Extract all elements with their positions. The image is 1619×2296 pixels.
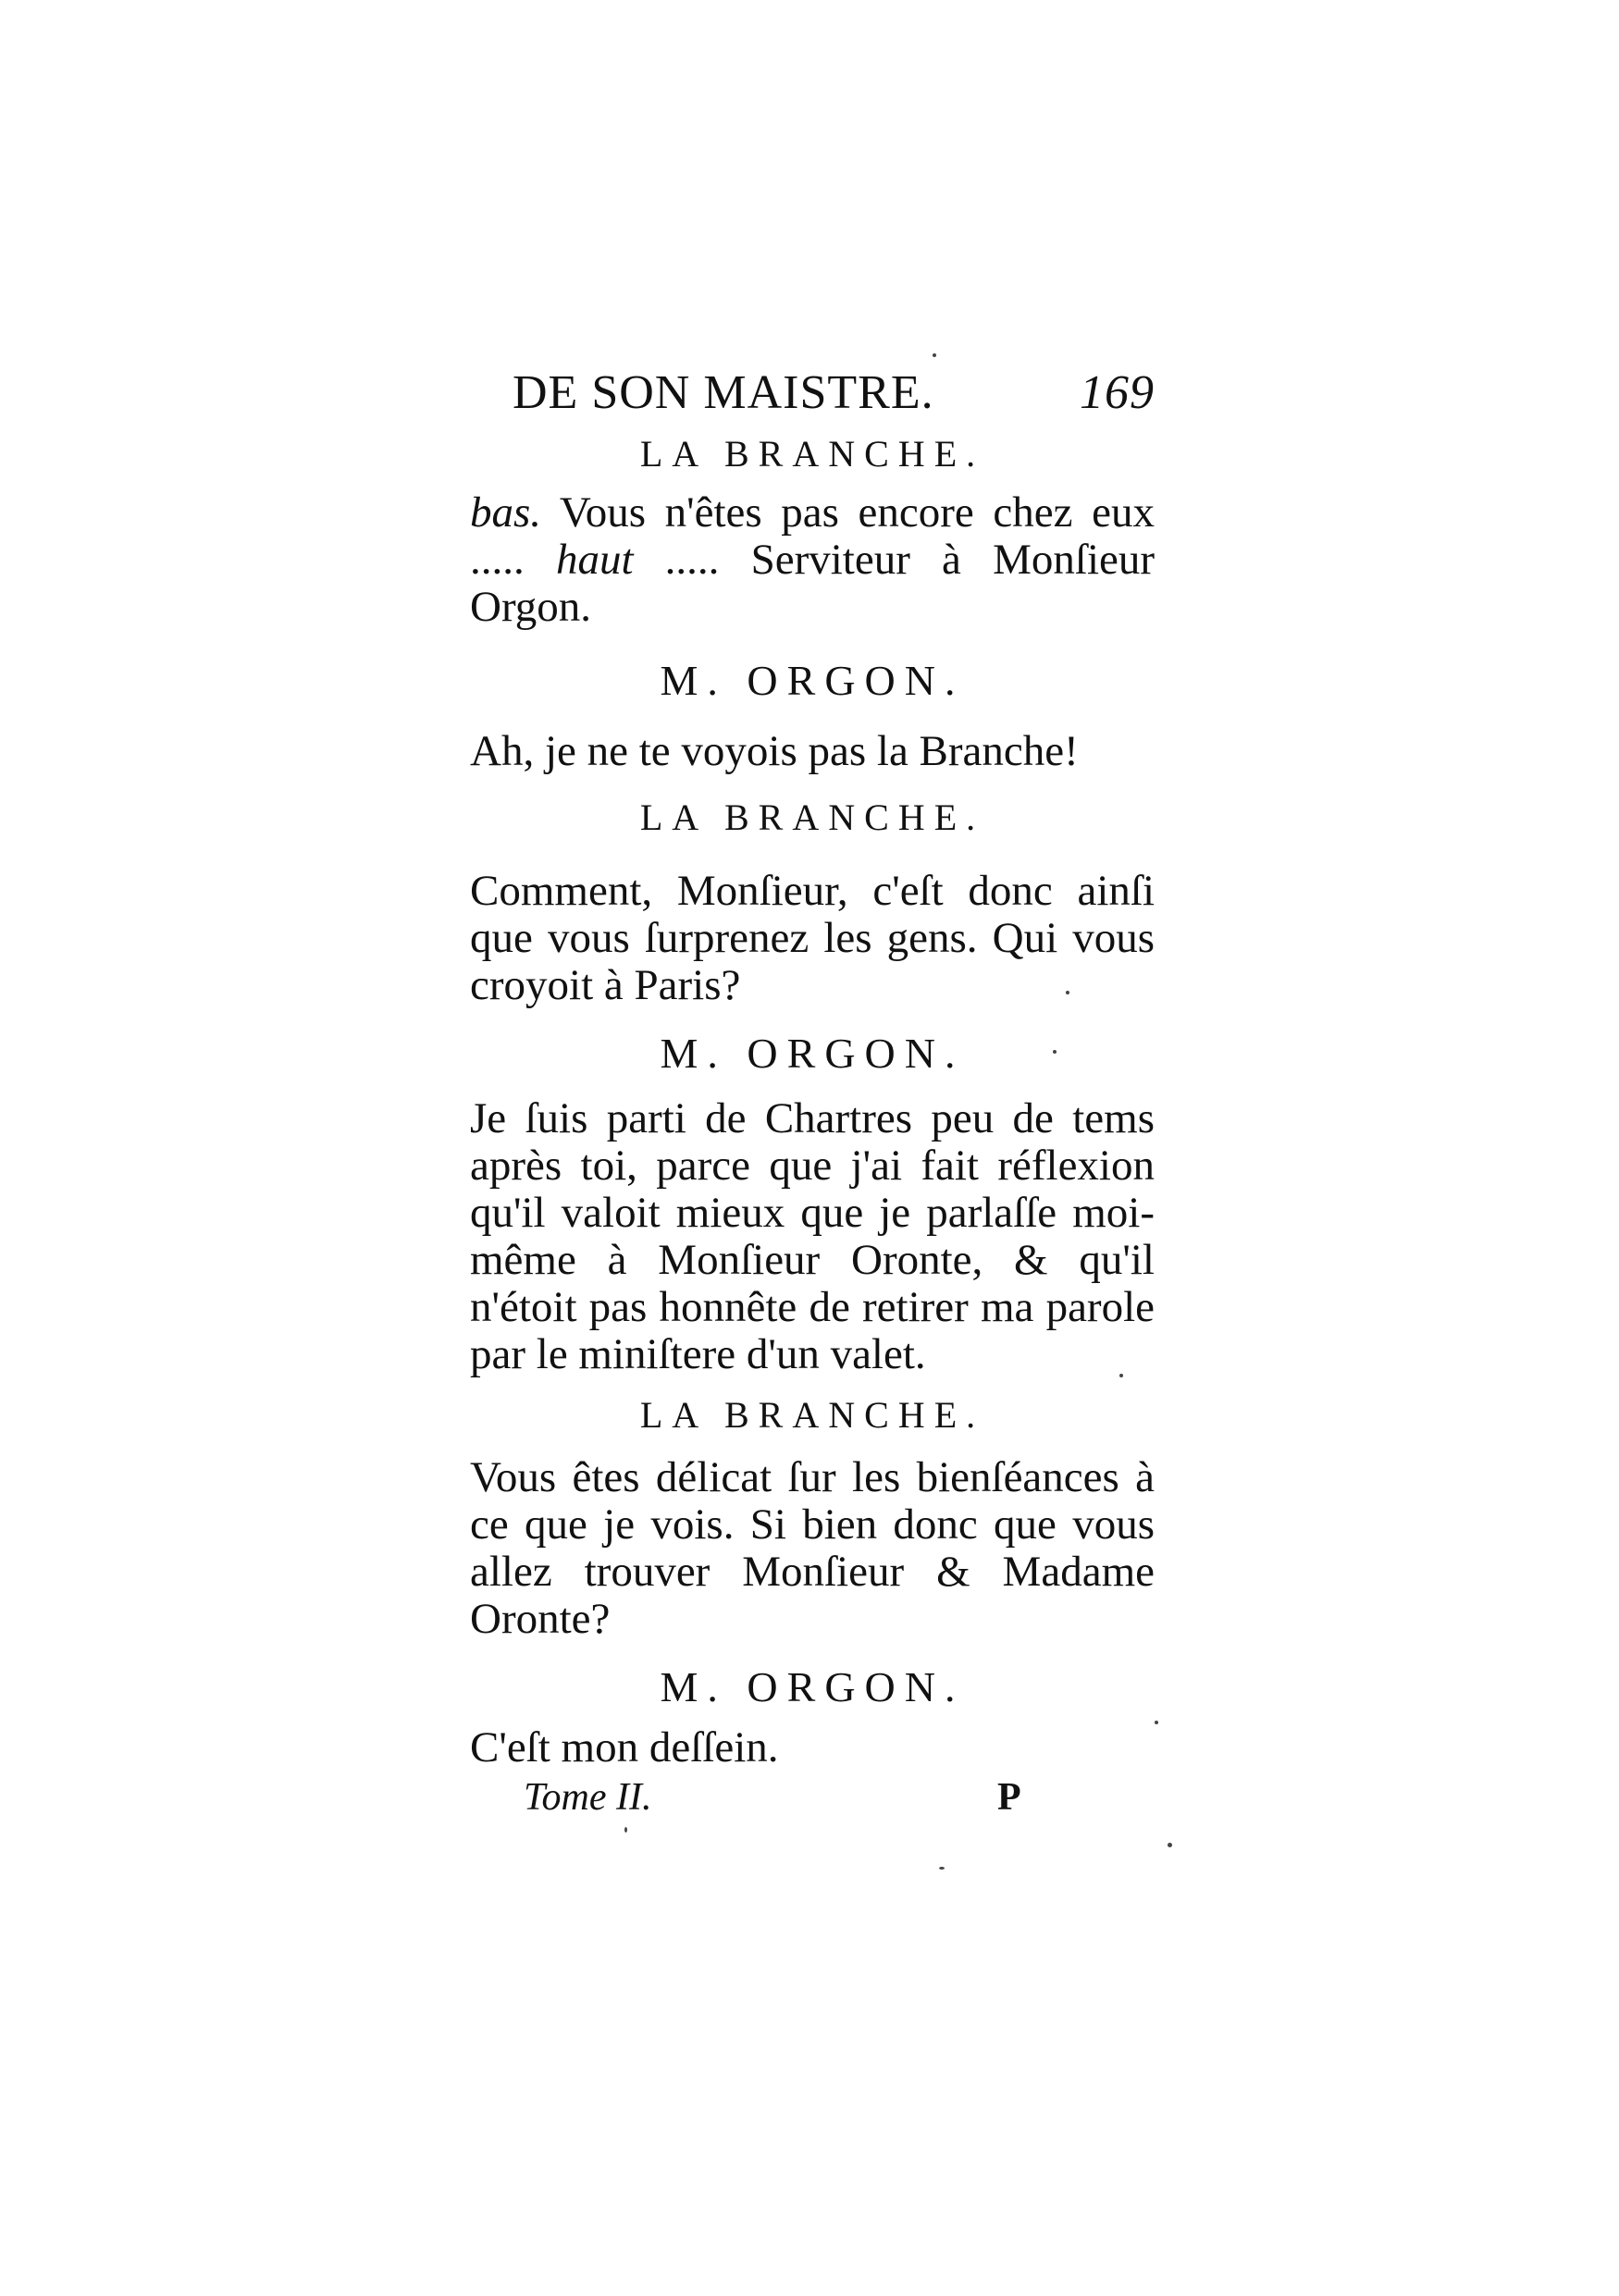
running-title: DE SON MAISTRE. bbox=[513, 366, 934, 419]
scan-speck bbox=[1155, 1721, 1158, 1724]
stage-direction: haut bbox=[555, 536, 634, 584]
speaker-label: LA BRANCHE. bbox=[639, 1394, 985, 1437]
speech-text: C'eſt mon deſſein. bbox=[470, 1722, 779, 1771]
speech-text: Je ſuis parti de Chartres peu de tems après toi, parce que j'ai fait réflexion qu'il valoit mieux que je parlaſſe moi-même à Monſieur Oronte, & qu'il n'étoit pas honnête de retirer ma parole par le miniſtere d'un valet. bbox=[470, 1094, 1155, 1379]
scan-speck bbox=[1053, 1050, 1057, 1054]
signature-mark: P bbox=[997, 1775, 1021, 1819]
scan-speck bbox=[624, 1827, 627, 1833]
speech-segment: ..... Serviteur à Monſieur Orgon. bbox=[470, 536, 1156, 631]
page-footer bbox=[470, 1775, 1155, 1831]
speaker-label: M. ORGON. bbox=[660, 1663, 965, 1711]
speaker-label: LA BRANCHE. bbox=[639, 796, 985, 839]
text-block bbox=[470, 356, 1155, 1831]
scan-speck bbox=[1168, 1843, 1172, 1847]
scan-speck bbox=[1066, 991, 1069, 994]
volume-label: Tome II. bbox=[524, 1775, 652, 1819]
page-number: 169 bbox=[1080, 366, 1155, 419]
speech-text: Ah, je ne te voyois pas la Branche! bbox=[470, 727, 1079, 776]
speech-text: Vous êtes délicat ſur les bienſéances à ce que je vois. Si bien donc que vous allez trouver Monſieur & Madame Oronte? bbox=[470, 1453, 1155, 1644]
scan-speck bbox=[1119, 1374, 1123, 1377]
speaker-label: M. ORGON. bbox=[660, 657, 965, 704]
speech-segment: Vous n'êtes pas encore chez eux ..... bbox=[470, 488, 1155, 584]
speech-text: Comment, Monſieur, c'eſt donc ainſi que vous ſurprenez les gens. Qui vous croyoit à Paris? bbox=[470, 867, 1155, 1010]
scan-speck bbox=[933, 353, 936, 357]
speaker-label: M. ORGON. bbox=[660, 1030, 965, 1078]
speaker-label: LA BRANCHE. bbox=[639, 433, 985, 475]
scan-speck bbox=[939, 1867, 945, 1870]
speech-text bbox=[470, 489, 1155, 631]
stage-direction: bas. bbox=[470, 488, 542, 537]
running-head bbox=[470, 356, 1155, 430]
